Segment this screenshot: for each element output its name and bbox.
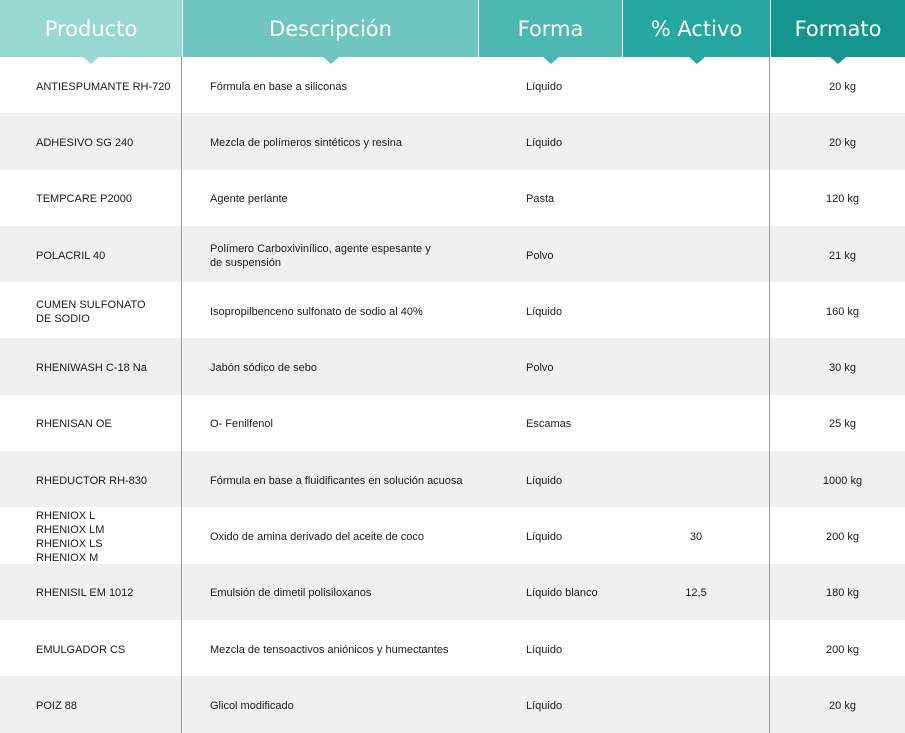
product-cell-text: ANTIESPUMANTE RH-720 xyxy=(36,80,171,93)
description-cell-text: Glicol modificado xyxy=(210,699,294,712)
format-cell xyxy=(770,57,905,113)
form-cell xyxy=(478,564,622,620)
active-cell xyxy=(622,113,770,169)
format-cell-text: 20 kg xyxy=(829,699,856,712)
form-cell-text: Líquido xyxy=(526,531,563,544)
format-cell-text: 30 kg xyxy=(829,362,856,375)
form-cell-text: Líquido xyxy=(526,699,563,712)
header-descripcion-label: Descripción xyxy=(269,16,392,41)
product-cell xyxy=(0,338,182,394)
header-producto-notch xyxy=(83,57,99,64)
product-cell-text: RHEDUCTOR RH-830 xyxy=(36,474,148,487)
product-cell-text: CUMEN SULFONATO DE SODIO xyxy=(36,298,146,325)
header-formato xyxy=(770,0,905,57)
form-cell-text: Líquido xyxy=(526,474,563,487)
description-cell xyxy=(182,113,478,169)
product-cell-text: POIZ 88 xyxy=(36,699,77,712)
description-cell-text: Jabón sódico de sebo xyxy=(210,362,318,375)
active-cell xyxy=(622,170,770,226)
form-cell-text: Líquido xyxy=(526,80,563,93)
active-cell xyxy=(622,226,770,282)
form-cell xyxy=(478,57,622,113)
header-producto xyxy=(0,0,182,57)
header-formato-label: Formato xyxy=(794,16,882,41)
product-cell xyxy=(0,170,182,226)
product-cell xyxy=(0,226,182,282)
header-activo xyxy=(622,0,770,57)
header-forma xyxy=(478,0,622,57)
description-cell xyxy=(182,170,478,226)
active-cell xyxy=(622,564,770,620)
form-cell xyxy=(478,620,622,676)
description-cell xyxy=(182,338,478,394)
description-cell-text: Fórmula en base a siliconas xyxy=(210,80,347,93)
description-cell-text: Agente perlante xyxy=(210,193,288,206)
product-cell xyxy=(0,282,182,338)
active-cell-text: 30 xyxy=(689,531,703,544)
column-divider xyxy=(769,57,770,733)
format-cell-text: 21 kg xyxy=(829,249,856,262)
form-cell-text: Líquido xyxy=(526,136,563,149)
active-cell xyxy=(622,507,770,563)
column-divider xyxy=(181,57,182,733)
product-cell xyxy=(0,57,182,113)
description-cell-text: Fórmula en base a fluidificantes en solución acuosa xyxy=(210,474,463,487)
header-forma-label: Forma xyxy=(517,16,584,41)
description-cell-text: Isopropilbenceno sulfonato de sodio al 40% xyxy=(210,305,423,318)
description-cell xyxy=(182,507,478,563)
product-cell-text: TEMPCARE P2000 xyxy=(36,193,132,206)
form-cell-text: Polvo xyxy=(526,249,554,262)
product-cell xyxy=(0,507,182,563)
header-producto-label: Producto xyxy=(44,16,138,41)
format-cell-text: 20 kg xyxy=(829,136,856,149)
format-cell-text: 20 kg xyxy=(829,80,856,93)
description-cell-text: Emulsión de dimetil polisiloxanos xyxy=(210,587,372,600)
format-cell-text: 200 kg xyxy=(825,643,860,656)
product-cell xyxy=(0,620,182,676)
product-cell-text: RHENIOX L RHENIOX LM RHENIOX LS RHENIOX M xyxy=(36,510,105,565)
active-cell xyxy=(622,338,770,394)
format-cell xyxy=(770,676,905,732)
active-cell xyxy=(622,282,770,338)
description-cell xyxy=(182,676,478,732)
active-cell xyxy=(622,57,770,113)
description-cell xyxy=(182,57,478,113)
format-cell-text: 25 kg xyxy=(829,418,856,431)
form-cell xyxy=(478,395,622,451)
description-cell xyxy=(182,282,478,338)
form-cell xyxy=(478,676,622,732)
form-cell xyxy=(478,451,622,507)
description-cell-text: Mezcla de polímeros sintéticos y resina xyxy=(210,136,402,149)
product-cell xyxy=(0,395,182,451)
format-cell xyxy=(770,226,905,282)
format-cell-text: 160 kg xyxy=(825,305,860,318)
format-cell-text: 1000 kg xyxy=(822,474,863,487)
table-header xyxy=(0,0,905,57)
description-cell xyxy=(182,451,478,507)
active-cell-text: 12,5 xyxy=(685,587,707,600)
product-cell xyxy=(0,564,182,620)
description-cell xyxy=(182,226,478,282)
description-cell-text: Polímero Carboxivinílico, agente espesante y de suspensión xyxy=(210,242,431,269)
description-cell xyxy=(182,620,478,676)
product-cell-text: RHENIWASH C-18 Na xyxy=(36,362,147,375)
format-cell xyxy=(770,395,905,451)
format-cell xyxy=(770,170,905,226)
form-cell-text: Escamas xyxy=(526,418,572,431)
header-descripcion-notch xyxy=(323,57,339,64)
form-cell xyxy=(478,226,622,282)
form-cell-text: Líquido blanco xyxy=(526,587,598,600)
header-activo-label: % Activo xyxy=(650,16,743,41)
form-cell xyxy=(478,113,622,169)
product-cell-text: EMULGADOR CS xyxy=(36,643,126,656)
header-activo-notch xyxy=(689,57,705,64)
product-cell xyxy=(0,676,182,732)
header-formato-notch xyxy=(830,57,846,64)
description-cell-text: Oxido de amina derivado del aceite de coco xyxy=(210,531,425,544)
format-cell xyxy=(770,451,905,507)
description-cell xyxy=(182,564,478,620)
product-cell xyxy=(0,451,182,507)
form-cell-text: Líquido xyxy=(526,643,563,656)
active-cell xyxy=(622,451,770,507)
format-cell-text: 200 kg xyxy=(825,531,860,544)
form-cell xyxy=(478,338,622,394)
form-cell xyxy=(478,507,622,563)
description-cell-text: Mezcla de tensoactivos aniónicos y humectantes xyxy=(210,643,449,656)
form-cell xyxy=(478,170,622,226)
format-cell xyxy=(770,282,905,338)
active-cell xyxy=(622,395,770,451)
form-cell-text: Polvo xyxy=(526,362,554,375)
format-cell xyxy=(770,507,905,563)
product-cell xyxy=(0,113,182,169)
form-cell-text: Líquido xyxy=(526,305,563,318)
product-cell-text: ADHESIVO SG 240 xyxy=(36,136,134,149)
form-cell-text: Pasta xyxy=(526,193,555,206)
description-cell xyxy=(182,395,478,451)
format-cell xyxy=(770,113,905,169)
header-forma-notch xyxy=(543,57,559,64)
description-cell-text: O- Fenilfenol xyxy=(210,418,273,431)
active-cell xyxy=(622,676,770,732)
format-cell xyxy=(770,338,905,394)
product-cell-text: POLACRIL 40 xyxy=(36,249,106,262)
header-descripcion xyxy=(182,0,478,57)
format-cell-text: 180 kg xyxy=(825,587,860,600)
product-cell-text: RHENISIL EM 1012 xyxy=(36,587,134,600)
format-cell-text: 120 kg xyxy=(825,193,860,206)
format-cell xyxy=(770,620,905,676)
active-cell xyxy=(622,620,770,676)
product-cell-text: RHENISAN OE xyxy=(36,418,112,431)
form-cell xyxy=(478,282,622,338)
format-cell xyxy=(770,564,905,620)
